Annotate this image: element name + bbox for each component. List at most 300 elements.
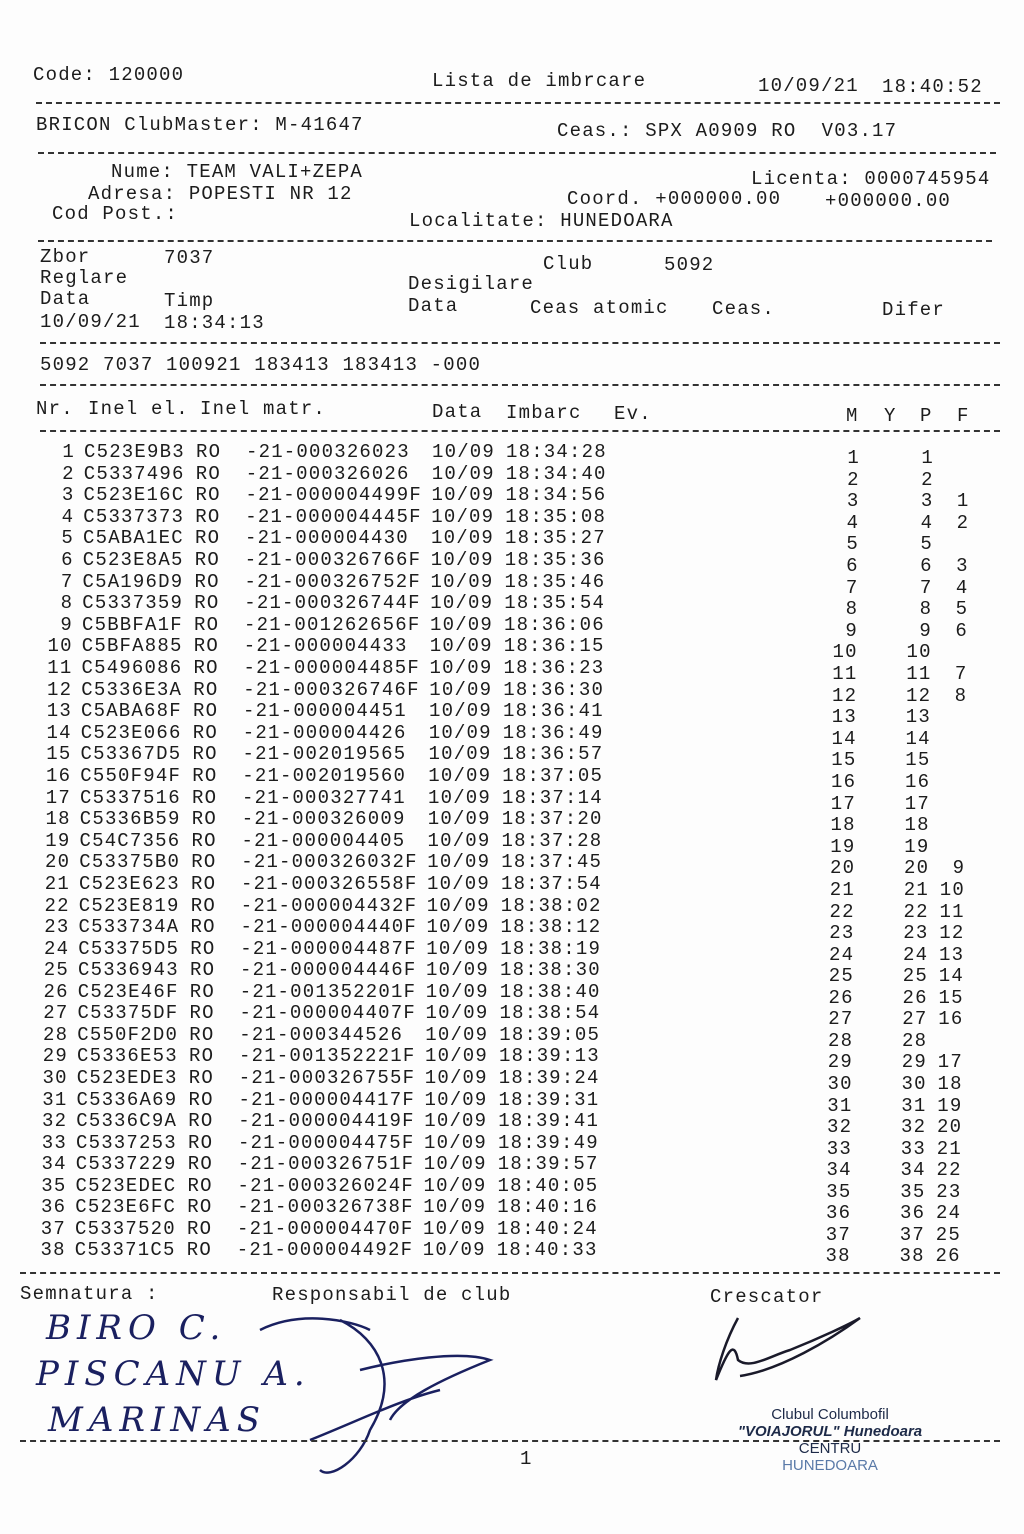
cell-f: 3 <box>956 555 969 577</box>
cell-p: 7 <box>919 576 933 599</box>
cell-ring-el: C5336943 <box>78 959 179 982</box>
cell-nr: 30 <box>42 1066 68 1089</box>
cell-ring-el: C523E819 <box>78 894 180 917</box>
cell-f: 16 <box>938 1008 964 1031</box>
cell-ring-el: C550F94F <box>80 765 182 787</box>
cell-nr: 6 <box>61 549 74 571</box>
cell-country: RO <box>187 1153 213 1176</box>
cell-ring-el: C550F2D0 <box>77 1023 179 1046</box>
cell-p: 18 <box>904 814 930 837</box>
cell-ring-el: C53367D5 <box>80 743 182 766</box>
flight-number: 7037 <box>164 247 215 269</box>
cell-ring-el: C5337496 <box>83 462 185 485</box>
cell-nr: 5 <box>61 527 74 550</box>
table-row <box>0 484 1024 513</box>
cell-nr: 27 <box>43 1002 69 1025</box>
cell-p: 31 <box>901 1094 927 1117</box>
cell-nr: 15 <box>46 743 72 766</box>
divider <box>38 240 992 242</box>
table-row <box>0 441 1024 469</box>
cell-nr: 38 <box>40 1239 66 1262</box>
cell-country: RO <box>191 873 217 895</box>
atomic-clock-label: Ceas atomic <box>530 297 669 319</box>
cell-nr: 14 <box>46 721 72 744</box>
cell-time: 18:39:49 <box>498 1131 599 1154</box>
cell-ring-reg: -21-001352201F <box>239 980 417 1003</box>
cell-country: RO <box>195 527 221 550</box>
cell-p: 16 <box>905 771 931 793</box>
cell-p: 26 <box>902 986 928 1009</box>
setting-label: Reglare <box>40 267 129 289</box>
cell-country: RO <box>195 462 221 485</box>
cell-f: 2 <box>956 511 970 534</box>
cell-nr: 12 <box>47 678 73 701</box>
cell-ring-reg: -21-000004475F <box>238 1131 415 1154</box>
cell-m: 2 <box>847 468 860 491</box>
cell-nr: 19 <box>45 829 71 852</box>
cell-m: 26 <box>828 986 854 1009</box>
difference-label: Difer <box>882 299 946 321</box>
stamp-line: HUNEDOARA <box>782 1457 878 1474</box>
cell-country: RO <box>191 851 217 874</box>
table-row <box>0 1110 1016 1139</box>
cell-m: 11 <box>832 663 858 685</box>
cell-ring-reg: -21-000004419F <box>238 1110 415 1133</box>
signature-label: Semnatura : <box>20 1283 159 1305</box>
cell-country: RO <box>189 1002 215 1025</box>
cell-f: 25 <box>935 1223 961 1246</box>
table-row <box>0 959 1018 988</box>
cell-country: RO <box>195 484 221 507</box>
table-row <box>0 808 1020 837</box>
cell-nr: 21 <box>44 873 70 895</box>
print-time: 18:40:52 <box>882 76 983 98</box>
cell-country: RO <box>190 916 216 939</box>
table-row <box>0 592 1022 621</box>
page-number: 1 <box>520 1448 533 1470</box>
cell-time: 18:40:33 <box>496 1239 598 1262</box>
cell-date: 10/09 <box>428 721 492 744</box>
cell-p: 19 <box>904 835 930 858</box>
divider <box>40 384 1000 386</box>
cell-nr: 9 <box>60 613 73 636</box>
cell-time: 18:38:12 <box>500 916 602 939</box>
cell-p: 21 <box>903 879 929 901</box>
cell-country: RO <box>191 808 217 831</box>
cell-p: 17 <box>904 792 930 815</box>
cell-ring-el: C533734A <box>78 916 180 939</box>
col-f: F <box>957 405 970 427</box>
cell-ring-el: C5BFA885 <box>81 635 183 658</box>
cell-date: 10/09 <box>430 549 494 571</box>
cell-time: 18:36:30 <box>503 678 605 701</box>
cell-time: 18:37:28 <box>501 829 603 852</box>
cell-ring-reg: -21-000326032F <box>241 851 418 874</box>
cell-nr: 33 <box>41 1131 67 1154</box>
cell-p: 1 <box>921 447 934 469</box>
coordinates-2: +000000.00 <box>825 190 952 212</box>
cell-date: 10/09 <box>431 527 495 550</box>
cell-m: 14 <box>831 727 857 750</box>
cell-nr: 11 <box>47 657 73 679</box>
cell-m: 16 <box>831 771 857 793</box>
cell-time: 18:38:54 <box>499 1002 601 1025</box>
cell-f: 18 <box>937 1072 963 1095</box>
cell-ring-el: C5ABA68F <box>81 700 182 723</box>
cell-country: RO <box>193 657 219 679</box>
cell-time: 18:36:41 <box>503 700 604 723</box>
table-row <box>0 851 1019 880</box>
cell-m: 28 <box>828 1029 854 1052</box>
cell-date: 10/09 <box>431 462 495 485</box>
cell-country: RO <box>190 959 216 982</box>
table-row <box>0 980 1018 1009</box>
table-row <box>0 873 1019 901</box>
cell-ring-reg: -21-000327741 <box>242 786 406 809</box>
cell-nr: 3 <box>61 484 75 507</box>
cell-ring-reg: -21-002019565 <box>242 743 407 766</box>
cell-time: 18:37:14 <box>502 786 603 809</box>
cell-country: RO <box>188 1110 214 1133</box>
cell-time: 18:35:46 <box>504 570 606 593</box>
cell-time: 18:37:20 <box>501 808 603 831</box>
cell-date: 10/09 <box>430 592 494 615</box>
breeder-signature <box>710 1310 870 1390</box>
cell-date: 10/09 <box>423 1174 487 1197</box>
cell-date: 10/09 <box>431 484 495 507</box>
stamp-line: "VOIAJORUL" Hunedoara <box>720 1423 940 1440</box>
col-ev: Ev. <box>614 403 652 425</box>
cell-ring-reg: -21-000326738F <box>237 1196 414 1219</box>
cell-ring-reg: -21-000326751F <box>237 1153 415 1176</box>
divider <box>38 152 996 154</box>
cell-date: 10/09 <box>431 505 495 528</box>
table-row <box>0 505 1023 534</box>
cell-ring-reg: -21-000326009 <box>241 808 406 831</box>
cell-f: 4 <box>955 576 969 599</box>
cell-ring-el: C5336A69 <box>76 1088 178 1111</box>
cell-time: 18:39:24 <box>498 1066 600 1089</box>
cell-time: 18:37:45 <box>501 851 603 874</box>
cell-ring-reg: -21-000326026 <box>245 462 410 485</box>
table-row <box>0 527 1023 556</box>
handwritten-signature: BIRO C. <box>46 1308 227 1348</box>
cell-m: 34 <box>826 1159 852 1182</box>
cell-p: 6 <box>920 555 933 577</box>
cell-m: 12 <box>832 684 858 707</box>
club-stamp <box>720 1406 940 1474</box>
col-p: P <box>920 405 933 427</box>
cell-date: 10/09 <box>425 1045 489 1068</box>
cell-m: 32 <box>827 1116 853 1139</box>
table-row <box>0 1088 1017 1117</box>
cell-nr: 1 <box>62 441 75 463</box>
stamp-line: CENTRU <box>798 1440 862 1457</box>
cell-country: RO <box>190 894 216 917</box>
cell-ring-el: C523EDEC <box>75 1174 177 1197</box>
table-row <box>0 1196 1015 1225</box>
cell-f: 24 <box>936 1202 962 1225</box>
cell-time: 18:34:40 <box>505 462 607 485</box>
cell-m: 36 <box>826 1202 852 1225</box>
cell-ring-el: C53371C5 <box>74 1239 176 1262</box>
table-row <box>0 1002 1018 1031</box>
cell-f: 12 <box>939 922 965 945</box>
cell-p: 29 <box>901 1051 927 1074</box>
summary-line: 5092 7037 100921 183413 183413 -000 <box>40 354 482 376</box>
cell-ring-el: C5336E53 <box>77 1045 178 1068</box>
cell-ring-el: C523E066 <box>80 721 182 744</box>
cell-p: 37 <box>899 1223 925 1246</box>
table-row <box>0 1045 1017 1074</box>
table-row <box>0 678 1021 707</box>
cell-ring-el: C5337253 <box>76 1131 177 1154</box>
cell-ring-reg: -21-000004487F <box>240 937 417 960</box>
cell-m: 21 <box>829 879 855 901</box>
cell-nr: 8 <box>60 592 74 615</box>
cell-ring-el: C5337359 <box>82 592 184 615</box>
table-row <box>0 1239 1015 1268</box>
cell-country: RO <box>193 635 219 658</box>
cell-date: 10/09 <box>423 1196 487 1219</box>
postal-code: Cod Post.: <box>52 203 179 225</box>
cell-m: 30 <box>827 1072 853 1095</box>
cell-date: 10/09 <box>428 743 492 766</box>
cell-ring-reg: -21-000344526 <box>239 1023 404 1046</box>
cell-m: 19 <box>830 835 856 858</box>
cell-time: 18:40:05 <box>497 1174 599 1197</box>
cell-p: 32 <box>901 1116 927 1139</box>
cell-nr: 25 <box>43 959 69 982</box>
divider <box>40 430 1000 432</box>
cell-country: RO <box>188 1088 214 1111</box>
cell-time: 18:39:31 <box>498 1088 600 1111</box>
setting-date: 10/09/21 <box>40 311 141 333</box>
cell-ring-el: C5337229 <box>75 1153 177 1176</box>
cell-nr: 20 <box>45 851 71 874</box>
table-row <box>0 743 1021 772</box>
owner-name: Nume: TEAM VALI+ZEPA <box>111 161 364 183</box>
table-row <box>0 765 1020 793</box>
cell-time: 18:36:57 <box>502 743 604 766</box>
cell-nr: 36 <box>41 1196 67 1219</box>
cell-ring-el: C5ABA1EC <box>83 527 184 550</box>
table-row <box>0 1217 1015 1246</box>
cell-date: 10/09 <box>428 786 492 809</box>
cell-ring-el: C523E16C <box>83 484 185 507</box>
cell-ring-el: C5336B59 <box>79 808 181 831</box>
cell-time: 18:36:15 <box>503 635 605 658</box>
cell-ring-el: C5A196D9 <box>82 570 184 593</box>
cell-country: RO <box>193 700 219 723</box>
divider <box>40 342 1000 344</box>
setting-time: 18:34:13 <box>164 312 265 334</box>
table-row <box>0 657 1022 685</box>
table-row <box>0 1023 1017 1052</box>
cell-country: RO <box>194 549 220 571</box>
cell-nr: 18 <box>45 808 71 831</box>
cell-ring-reg: -21-000004433 <box>243 635 408 658</box>
cell-p: 10 <box>906 641 932 664</box>
cell-time: 18:40:16 <box>497 1196 599 1219</box>
cell-m: 24 <box>829 943 855 966</box>
print-date: 10/09/21 <box>758 75 859 97</box>
cell-nr: 10 <box>47 635 73 658</box>
cell-date: 10/09 <box>424 1131 488 1154</box>
cell-p: 8 <box>919 598 933 621</box>
club-number: 5092 <box>664 254 715 276</box>
cell-m: 18 <box>830 814 856 837</box>
cell-ring-reg: -21-000004499F <box>245 484 422 507</box>
cell-date: 10/09 <box>424 1066 488 1089</box>
cell-nr: 2 <box>62 462 75 485</box>
cell-country: RO <box>189 1023 215 1046</box>
cell-date: 10/09 <box>427 873 491 895</box>
cell-time: 18:35:27 <box>505 527 606 550</box>
cell-ring-el: C5337373 <box>83 505 185 528</box>
cell-m: 23 <box>829 922 855 945</box>
cell-nr: 31 <box>42 1088 68 1111</box>
cell-date: 10/09 <box>426 894 490 917</box>
cell-time: 18:39:05 <box>499 1023 601 1046</box>
cell-m: 33 <box>826 1137 852 1160</box>
col-y: Y <box>884 405 897 427</box>
cell-f: 14 <box>938 965 964 988</box>
cell-time: 18:36:49 <box>502 721 604 744</box>
cell-ring-el: C5496086 <box>81 657 183 679</box>
cell-country: RO <box>193 678 219 701</box>
cell-f: 19 <box>937 1094 963 1117</box>
cell-date: 10/09 <box>424 1110 488 1133</box>
cell-ring-el: C523E8A5 <box>82 549 184 571</box>
cell-f: 23 <box>936 1180 962 1203</box>
flight-label: Zbor <box>40 246 91 268</box>
cell-p: 15 <box>905 749 931 772</box>
cell-country: RO <box>189 980 215 1003</box>
cell-m: 5 <box>846 533 859 556</box>
cell-f: 15 <box>938 986 964 1009</box>
cell-date: 10/09 <box>432 441 496 463</box>
cell-ring-reg: -21-000326744F <box>244 592 421 615</box>
table-row <box>0 549 1023 577</box>
cell-time: 18:34:28 <box>506 441 607 463</box>
handwritten-signature: PISCANU A. <box>36 1354 311 1394</box>
cell-m: 3 <box>846 490 860 513</box>
table-row <box>0 937 1018 966</box>
cell-f: 21 <box>936 1137 962 1160</box>
cell-time: 18:35:36 <box>504 549 606 571</box>
cell-ring-reg: -21-000326766F <box>244 549 422 571</box>
cell-ring-reg: -21-001352221F <box>239 1045 416 1068</box>
cell-m: 7 <box>845 576 859 599</box>
cell-country: RO <box>196 441 222 463</box>
cell-country: RO <box>192 743 218 766</box>
cell-m: 38 <box>825 1245 851 1268</box>
cell-ring-reg: -21-000004432F <box>240 894 418 917</box>
cell-time: 18:37:05 <box>502 765 604 787</box>
club-label: Club <box>543 253 594 275</box>
cell-country: RO <box>187 1174 213 1197</box>
cell-nr: 24 <box>44 937 70 960</box>
cell-f: 9 <box>952 857 966 880</box>
cell-date: 10/09 <box>430 613 494 636</box>
cell-country: RO <box>190 937 216 960</box>
cell-nr: 32 <box>42 1110 68 1133</box>
cell-p: 3 <box>920 490 934 513</box>
cell-m: 27 <box>828 1008 854 1031</box>
cell-date: 10/09 <box>428 765 492 787</box>
cell-ring-el: C53375DF <box>77 1002 179 1025</box>
cell-p: 25 <box>902 965 928 988</box>
clock-info: Ceas.: SPX A0909 RO V03.17 <box>557 120 898 142</box>
cell-ring-el: C523EDE3 <box>76 1066 178 1089</box>
cell-date: 10/09 <box>427 851 491 874</box>
col-ring-reg: Inel matr. <box>200 398 327 420</box>
cell-country: RO <box>186 1239 212 1262</box>
cell-m: 37 <box>825 1223 851 1246</box>
cell-f: 10 <box>939 879 965 901</box>
cell-m: 13 <box>831 706 857 729</box>
cell-time: 18:36:23 <box>503 657 605 679</box>
cell-nr: 28 <box>43 1023 69 1046</box>
cell-date: 10/09 <box>425 1023 489 1046</box>
breeder-label: Crescator <box>710 1286 824 1308</box>
cell-ring-reg: -21-000004405 <box>241 829 406 852</box>
cell-ring-reg: -21-000004451 <box>243 700 407 723</box>
cell-m: 1 <box>847 447 860 469</box>
cell-f: 20 <box>937 1116 963 1139</box>
cell-date: 10/09 <box>429 657 493 679</box>
table-row <box>0 700 1021 729</box>
cell-date: 10/09 <box>429 678 493 701</box>
cell-p: 12 <box>906 684 932 707</box>
cell-p: 20 <box>904 857 930 880</box>
cell-time: 18:35:08 <box>505 505 607 528</box>
cell-p: 14 <box>905 727 931 750</box>
cell-f: 11 <box>939 900 965 923</box>
cell-nr: 23 <box>44 916 70 939</box>
cell-date: 10/09 <box>424 1088 488 1111</box>
cell-m: 35 <box>826 1180 852 1203</box>
unsealing-label: Desigilare <box>408 273 535 295</box>
cell-country: RO <box>192 786 218 809</box>
cell-time: 18:39:57 <box>497 1153 599 1176</box>
cell-time: 18:38:40 <box>499 980 601 1003</box>
clubmaster: BRICON ClubMaster: M-41647 <box>36 114 364 136</box>
cell-m: 22 <box>829 900 855 923</box>
table-row <box>0 462 1024 491</box>
col-nr: Nr. <box>36 398 74 420</box>
cell-m: 8 <box>845 598 859 621</box>
code: Code: 120000 <box>33 64 185 86</box>
handwritten-signature: MARINAS <box>48 1400 266 1440</box>
table-row <box>0 635 1022 664</box>
cell-m: 17 <box>830 792 856 815</box>
cell-time: 18:35:54 <box>504 592 606 615</box>
cell-time: 18:34:56 <box>505 484 607 507</box>
cell-nr: 4 <box>61 505 75 528</box>
cell-m: 6 <box>846 555 859 577</box>
time-label: Timp <box>164 290 215 312</box>
cell-ring-reg: -21-000004485F <box>243 657 420 679</box>
cell-ring-el: C53375B0 <box>79 851 181 874</box>
col-date: Data <box>432 401 483 423</box>
cell-date: 10/09 <box>425 1002 489 1025</box>
cell-time: 18:38:30 <box>500 959 601 982</box>
cell-f: 17 <box>937 1051 963 1074</box>
cell-p: 27 <box>902 1008 928 1031</box>
cell-ring-el: C523E9B3 <box>84 441 185 463</box>
